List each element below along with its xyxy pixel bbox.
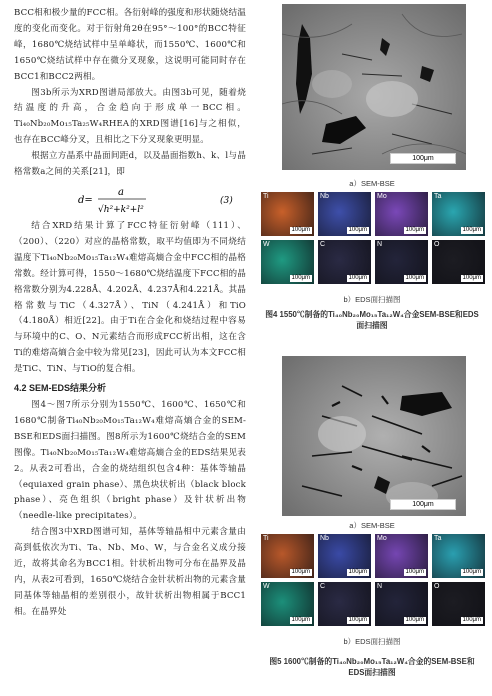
eds-scale-bar: 100μm [405,569,424,575]
eds-map-o [432,240,485,284]
figure5-sem-bse-image [282,356,466,516]
eds-map-w [261,582,314,626]
figure5-eds-grid [261,534,485,626]
paragraph-5: 图4～图7所示分别为1550℃、1600℃、1650℃和1680℃制备Ti₄₀Nb₂₀Mo₁₅Ta₁₂W₄难熔高熵合金的SEM-BSE和EDS面扫描图。图8所示为1600℃烧结合金的SEM图像。Ti₄₀Nb₂₀Mo₁₅Ta₁₂W₄难熔高熵合金的EDS结果见表2。从表2可看出，合金的烧结组织包含4种：基体等轴晶（equiaxed grain phase）、黑色块状析出（black block phase）、亮色组织（bright phase）及针状析出物（needle-like precipitates）。 [14,400,246,522]
eds-element-label: Ta [434,535,442,542]
eds-scale-bar: 100μm [348,617,367,623]
eds-scale-bar: 100μm [348,275,367,281]
eds-map-nb [318,192,371,236]
eds-scale-bar: 100μm [462,569,481,575]
eds-map-n [375,240,428,284]
equation-3 [14,183,246,217]
sem-micrograph [282,4,466,170]
eds-element-label: Nb [320,535,329,542]
eds-element-label: Mo [377,535,387,542]
eds-map-c [318,582,371,626]
figure4-sub-b-caption: b）EDS面扫描图 [343,295,401,304]
eds-scale-bar: 100μm [291,569,310,575]
eds-map-mo [375,534,428,578]
equation-label: (3) [220,195,233,206]
eds-element-label: O [434,583,440,590]
eds-element-label: Mo [377,193,387,200]
figure4-eds-grid [261,192,485,284]
eds-element-label: C [320,241,326,248]
eds-element-label: Nb [320,193,329,200]
figure5-caption [254,656,490,678]
equation-lhs: d= [78,194,93,206]
equation-svg [14,183,246,217]
eds-scale-bar: 100μm [348,227,367,233]
figure5-caption-line1: 图5 1600℃制备的Ti₄₀Nb₂₀Mo₁₅Ta₁₂W₄合金的SEM-BSE和 [269,657,475,666]
figure4-caption-line2: 面扫描图 [356,321,388,330]
eds-scale-bar: 100μm [405,275,424,281]
eds-element-label: W [263,241,270,248]
figure4-bse-scale-bar: 100μm [390,153,456,164]
eds-map-c [318,240,371,284]
eds-scale-bar: 100μm [348,569,367,575]
paragraph-4: 结合XRD结果计算了FCC特征衍射峰（111）、（200）、（220）对应的晶格常数，取平均值即为不同烧结温度下Ti₄₀Nb₂₀Mo₁₅Ta₁₂W₄难熔高熵合金中FCC相的晶格常数。经计算可得，1550～1680℃烧结温度下FCC相的晶格常数分别为4.228Å、4.202Å、4.237Å和4.221Å。其晶格常数与TiC（4.327Å）、TiN（4.241Å）和TiO（4.180Å）相近[22]。由于Ti在合金化和烧结过程中容易与环境中的C、O、N元素结合而形成FCC析出相，这在含Ti的难熔高熵合金中较为常见[23]，因此可认为本文FCC相是TiC、TiN、与TiO的复合相。 [14,220,246,375]
eds-map-ta [432,192,485,236]
equation-numerator: a [118,186,124,198]
eds-scale-bar: 100μm [291,275,310,281]
figure4-sub-a-caption: a）SEM-BSE [349,179,395,188]
eds-scale-bar: 100μm [291,617,310,623]
eds-map-w [261,240,314,284]
eds-element-label: N [377,583,383,590]
eds-map-o [432,582,485,626]
figure4-caption-line1: 图4 1550℃制备的Ti₄₀Nb₂₀Mo₁₅Ta₁₂W₄合金SEM-BSE和EDS [265,310,479,319]
equation-denominator: √h²+k²+l² [98,204,144,215]
section-heading: 4.2 SEM-EDS结果分析 [14,383,107,394]
eds-element-label: Ta [434,193,442,200]
left-text-column [14,6,246,621]
eds-map-ti [261,534,314,578]
eds-element-label: C [320,583,326,590]
eds-scale-bar: 100μm [462,275,481,281]
figure4-caption [254,309,490,331]
eds-map-nb [318,534,371,578]
eds-element-label: N [377,241,383,248]
figure5-sub-b-caption: b）EDS面扫描图 [343,637,401,646]
paragraph-1: BCC相和极少量的FCC相。各衍射峰的强度和形状随烧结温度的变化而变化。对于衍射角2θ在95°～100°的BCC特征峰，1680℃烧结试样中呈单峰状，而1550℃、1600℃和1650℃烧结试样中存在微分叉现象，这说明可能同时存在BCC1和BCC2两相。 [14,8,247,82]
eds-map-mo [375,192,428,236]
eds-element-label: Ti [263,193,269,200]
eds-element-label: Ti [263,535,269,542]
eds-element-label: O [434,241,440,248]
eds-scale-bar: 100μm [462,617,481,623]
eds-map-n [375,582,428,626]
figure4-sem-bse-image [282,4,466,170]
paragraph-3: 根据立方晶系中晶面间距d，以及晶面指数h、k、l与晶格常数a之间的关系[21]，即 [14,151,246,178]
figure5-sub-a-caption: a）SEM-BSE [349,521,395,530]
paragraph-2: 图3b所示为XRD图谱局部放大。由图3b可见，随着烧结温度的升高，合金趋向于形成单一BCC相。Ti₄₀Nb₂₀Mo₁₅Ta₂₅W₄RHEA的XRD图谱[16]与之相似，也存在BCC峰分叉，且相比之下分叉现象更明显。 [14,87,246,146]
eds-scale-bar: 100μm [405,617,424,623]
eds-scale-bar: 100μm [405,227,424,233]
eds-map-ta [432,534,485,578]
figure5-bse-scale-bar: 100μm [390,499,456,510]
eds-scale-bar: 100μm [462,227,481,233]
eds-scale-bar: 100μm [291,227,310,233]
eds-element-label: W [263,583,270,590]
figure5-caption-line2: EDS面扫描图 [348,668,396,677]
sem-micrograph [282,356,466,516]
paragraph-6: 结合图3中XRD图谱可知，基体等轴晶相中元素含量由高到低依次为Ti、Ta、Nb、Mo、W，与合金名义成分接近，故将其命名为BCC1相。针状析出物可分布在晶界及晶内，从表2可看到，1650℃烧结合金针状析出物的元素含量同基体等轴晶相的差别很小，故针状析出物相属于BCC1相。在晶界处 [14,527,246,617]
eds-map-ti [261,192,314,236]
